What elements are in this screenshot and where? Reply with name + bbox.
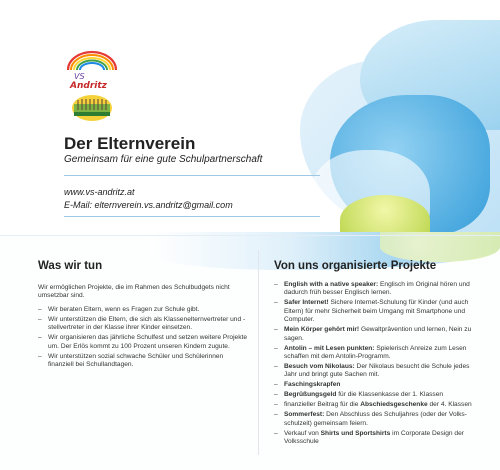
list-item: – Wir unterstützen sozial schwache Schüler und Schülerinnen finanziell bei Schullandtagen. bbox=[38, 352, 224, 369]
list-item: – Wir unterstützen die Eltern, die sich als Klassenelternvertreter und -stellvertreter in der Klasse ihrer Kinder einsetzen. bbox=[38, 316, 246, 332]
page-subtitle: Gemeinsam für eine gute Schulpartnerschaft bbox=[64, 154, 263, 165]
decor-shape bbox=[380, 232, 500, 262]
svg-text:Andritz: Andritz bbox=[70, 81, 107, 91]
list-item: – Safer Internet! Sichere Internet-Schulung für Kinder (und auch Eltern) für mehr Sicherheit beim Umgang mit Smartphone und Computer. bbox=[274, 299, 469, 324]
list-item: – Faschingskrapfen bbox=[274, 381, 341, 389]
contact-rule bbox=[64, 216, 320, 217]
page-title: Der Elternverein bbox=[64, 134, 196, 153]
header-rule bbox=[64, 175, 320, 176]
svg-text:VS: VS bbox=[74, 72, 85, 81]
list-item: – Wir beraten Eltern, wenn es Fragen zur Schule gibt. bbox=[38, 306, 200, 313]
logo-image bbox=[64, 48, 120, 124]
list-item: – Wir organisieren das jährliche Schulfest und setzen weitere Projekte um. Der Erlös kommt zu 100 Prozent unseren Kindern zugute. bbox=[38, 334, 248, 350]
email-link[interactable]: E-Mail: elternverein.vs.andritz@gmail.com bbox=[64, 200, 233, 210]
left-section-title: Was wir tun bbox=[38, 260, 103, 272]
school-logo bbox=[64, 48, 120, 124]
list-item: – finanzieller Beitrag für die Abschiedsgeschenke der 4. Klassen bbox=[274, 401, 472, 409]
website-link[interactable]: www.vs-andritz.at bbox=[64, 187, 135, 197]
left-list bbox=[38, 306, 250, 371]
list-item: – English with a native speaker: Englisch im Original hören und dadurch früh besser Englisch lernen. bbox=[274, 281, 470, 297]
list-item: – Mein Körper gehört mir! Gewaltprävention und lernen, Nein zu sagen. bbox=[274, 326, 472, 342]
list-item: – Begrüßungsgeld für die Klassenkasse der 1. Klassen bbox=[274, 391, 444, 399]
column-divider bbox=[258, 250, 259, 455]
left-intro: Wir ermöglichen Projekte, die im Rahmen des Schulbudgets nicht umsetzbar sind. bbox=[38, 284, 230, 300]
list-item: – Besuch vom Nikolaus: Der Nikolaus besucht die Schule jedes Jahr und bringt gute Sachen mit. bbox=[274, 363, 470, 379]
right-section-title: Von uns organisierte Projekte bbox=[274, 260, 437, 272]
list-item: – Sommerfest: Den Abschluss des Schuljahres (oder der Volks-schulzeit) gemeinsam feiern. bbox=[274, 411, 467, 427]
list-item: – Antolin – mit Lesen punkten: Spielerisch Anreize zum Lesen schaffen mit dem Antolin-Programm. bbox=[274, 344, 467, 361]
fold-line bbox=[0, 235, 500, 236]
list-item: – Verkauf von Shirts und Sportshirts im Corporate Design der Volksschule bbox=[274, 429, 464, 446]
right-list bbox=[274, 281, 482, 448]
